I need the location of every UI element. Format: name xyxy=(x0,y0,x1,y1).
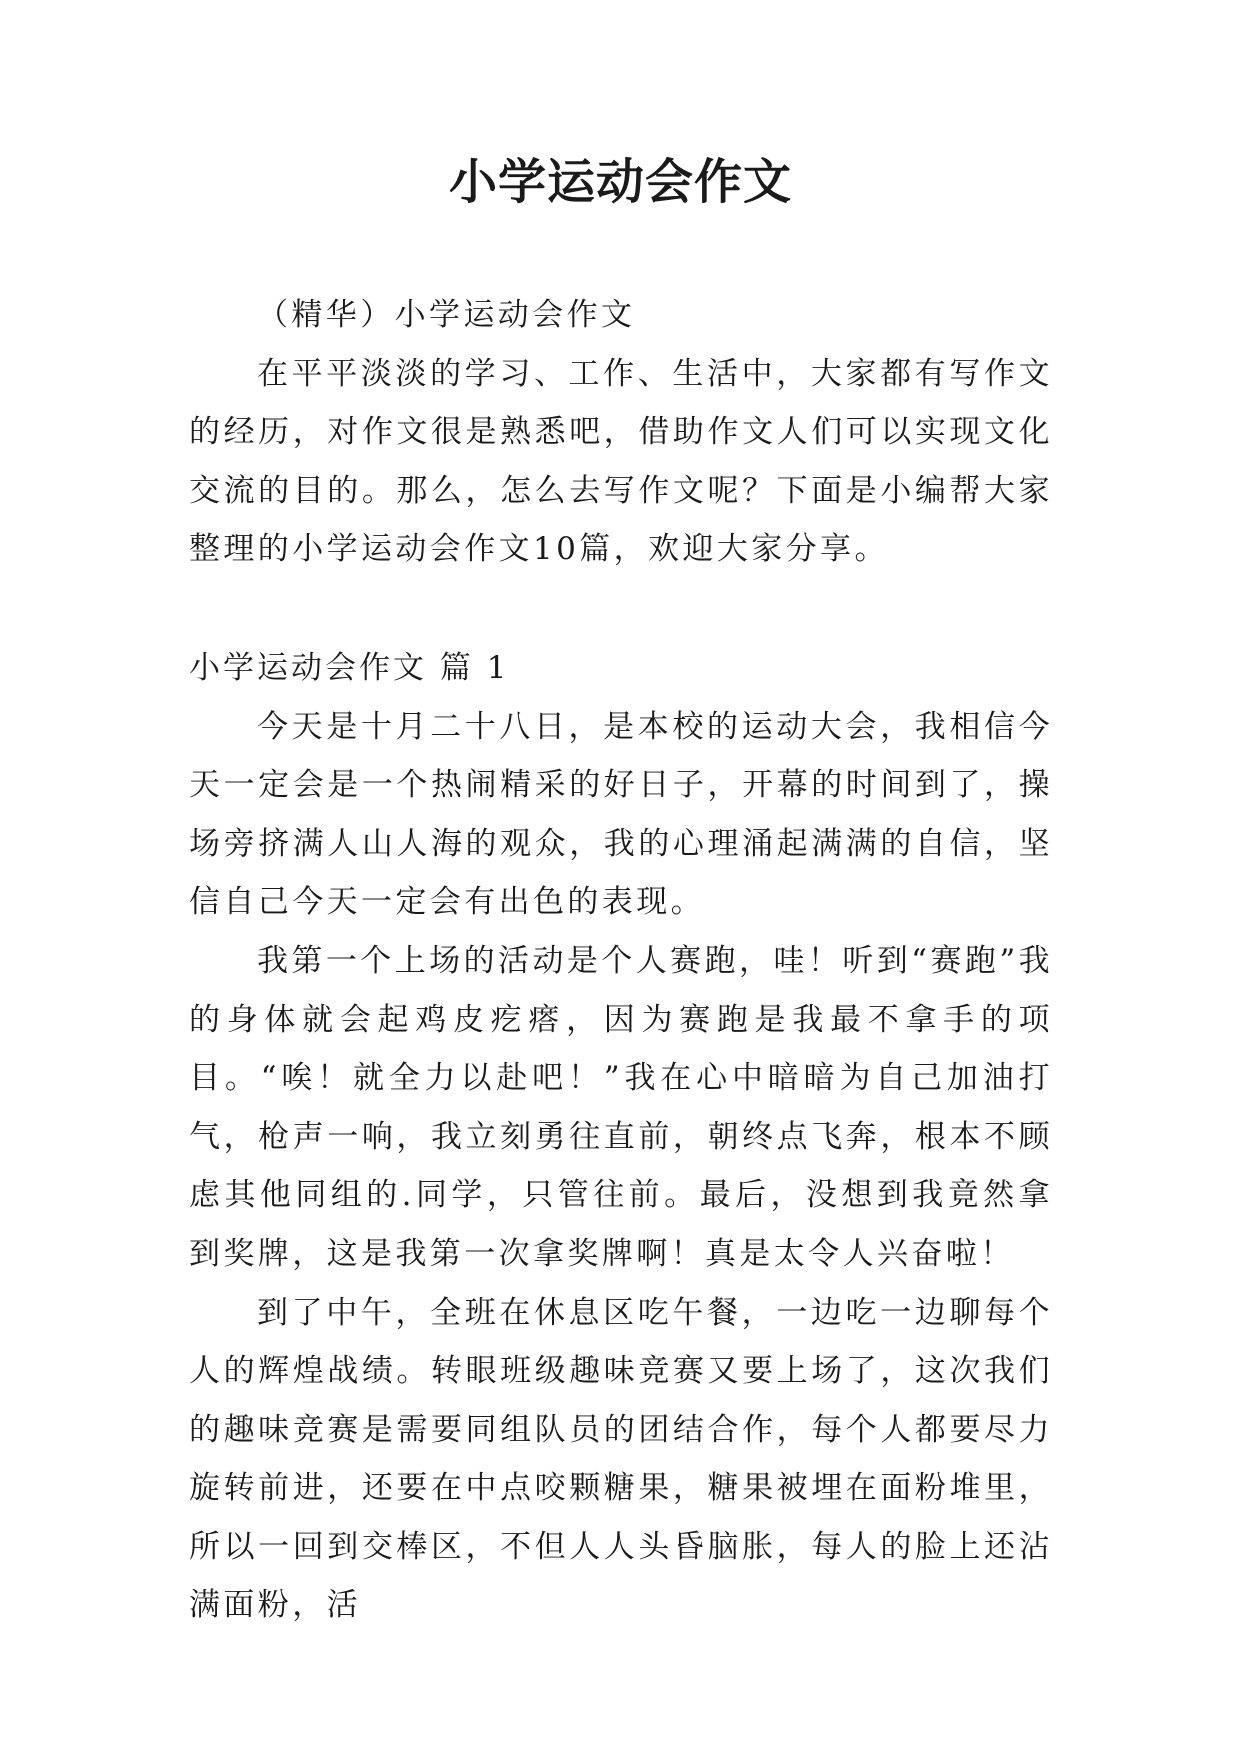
body-paragraph-3: 到了中午，全班在休息区吃午餐，一边吃一边聊每个人的辉煌战绩。转眼班级趣味竞赛又要上场了，这次我们的趣味竞赛是需要同组队员的团结合作，每个人都要尽力旋转前进，还要在中点咬颗糖果，糖果被埋在面粉堆里，所以一回到交棒区，不但人人头昏脑胀，每人的脸上还沾满面粉，活 xyxy=(189,1294,1053,1624)
document-subtitle: （精华）小学运动会作文 xyxy=(257,297,636,333)
body-paragraph-1: 今天是十月二十八日，是本校的运动大会，我相信今天一定会是一个热闹精采的好日子，开幕的时间到了，操场旁挤满人山人海的观众，我的心理涌起满满的自信，坚信自己今天一定会有出色的表现。 xyxy=(189,708,1053,921)
document-body xyxy=(189,286,1053,1635)
section-heading: 小学运动会作文 篇 1 xyxy=(189,649,510,686)
document-title: 小学运动会作文 xyxy=(448,154,792,210)
body-paragraph-2: 我第一个上场的活动是个人赛跑，哇！听到“赛跑”我的身体就会起鸡皮疙瘩，因为赛跑是我最不拿手的项目。“唉！就全力以赴吧！”我在心中暗暗为自己加油打气，枪声一响，我立刻勇往直前，朝终点飞奔，根本不顾虑其他同组的.同学，只管往前。最后，没想到我竟然拿到奖牌，这是我第一次拿奖牌啊！真是太令人兴奋啦！ xyxy=(189,942,1053,1272)
intro-paragraph: 在平平淡淡的学习、工作、生活中，大家都有写作文的经历，对作文很是熟悉吧，借助作文人们可以实现文化交流的目的。那么，怎么去写作文呢？下面是小编帮大家整理的小学运动会作文10篇，欢迎大家分享。 xyxy=(189,355,1053,568)
